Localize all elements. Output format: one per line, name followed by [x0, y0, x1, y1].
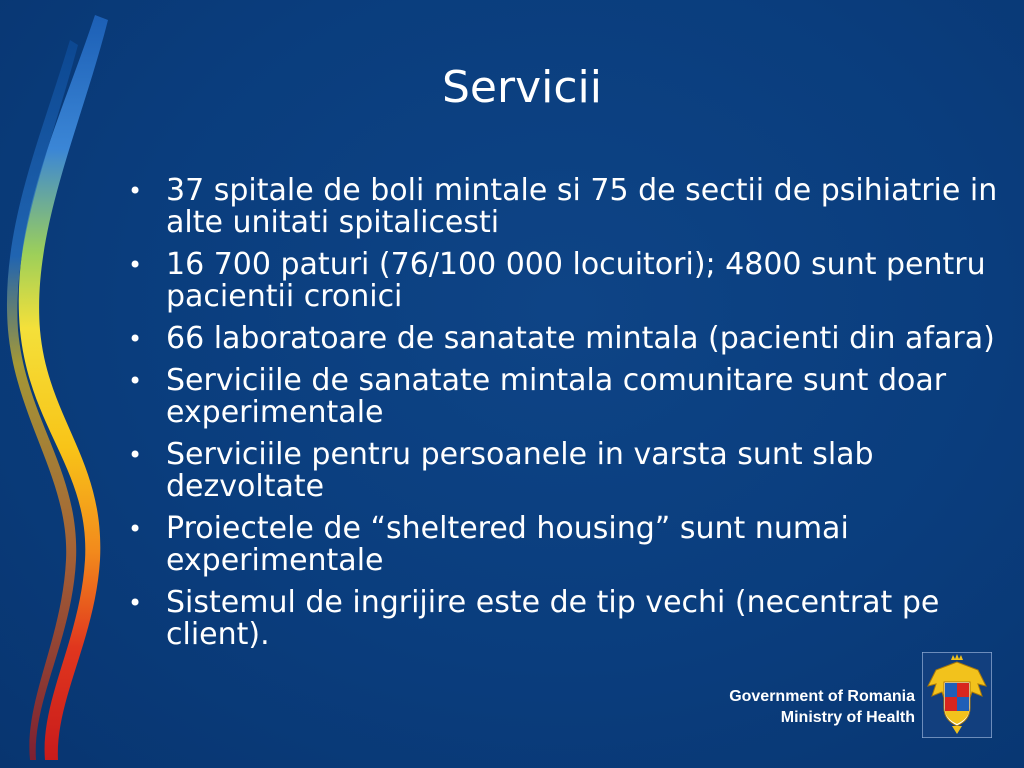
bullet-text: 37 spitale de boli mintale si 75 de sectii de psihiatrie in alte unitati spitalicesti: [166, 173, 998, 240]
bullet-icon: •: [128, 251, 143, 279]
list-item: [128, 365, 1008, 429]
bullet-list: [128, 175, 1008, 661]
coat-of-arms-icon: [922, 652, 992, 738]
bullet-icon: •: [128, 441, 143, 469]
list-item: [128, 513, 1008, 577]
footer-ministry: Ministry of Health: [780, 709, 915, 726]
bullet-text: 16 700 paturi (76/100 000 locuitori); 4800 sunt pentru pacientii cronici: [166, 247, 986, 314]
bullet-icon: •: [128, 177, 143, 205]
bullet-icon: •: [128, 515, 143, 543]
footer-org: [710, 686, 915, 728]
bullet-text: Proiectele de “sheltered housing” sunt numai experimentale: [166, 511, 849, 578]
bullet-icon: •: [128, 367, 143, 395]
bullet-icon: •: [128, 589, 143, 617]
list-item: [128, 249, 1008, 313]
bullet-text: Serviciile de sanatate mintala comunitare sunt doar experimentale: [166, 363, 947, 430]
bullet-icon: •: [128, 325, 143, 353]
list-item: [128, 175, 1008, 239]
slide-title: Servicii: [442, 62, 602, 113]
list-item: [128, 587, 1008, 651]
list-item: [128, 439, 1008, 503]
list-item: [128, 323, 1008, 355]
bullet-text: Serviciile pentru persoanele in varsta sunt slab dezvoltate: [166, 437, 874, 504]
bullet-text: Sistemul de ingrijire este de tip vechi (necentrat pe client).: [166, 585, 940, 652]
footer-government: Government of Romania: [729, 688, 915, 705]
bullet-text: 66 laboratoare de sanatate mintala (pacienti din afara): [166, 321, 995, 356]
